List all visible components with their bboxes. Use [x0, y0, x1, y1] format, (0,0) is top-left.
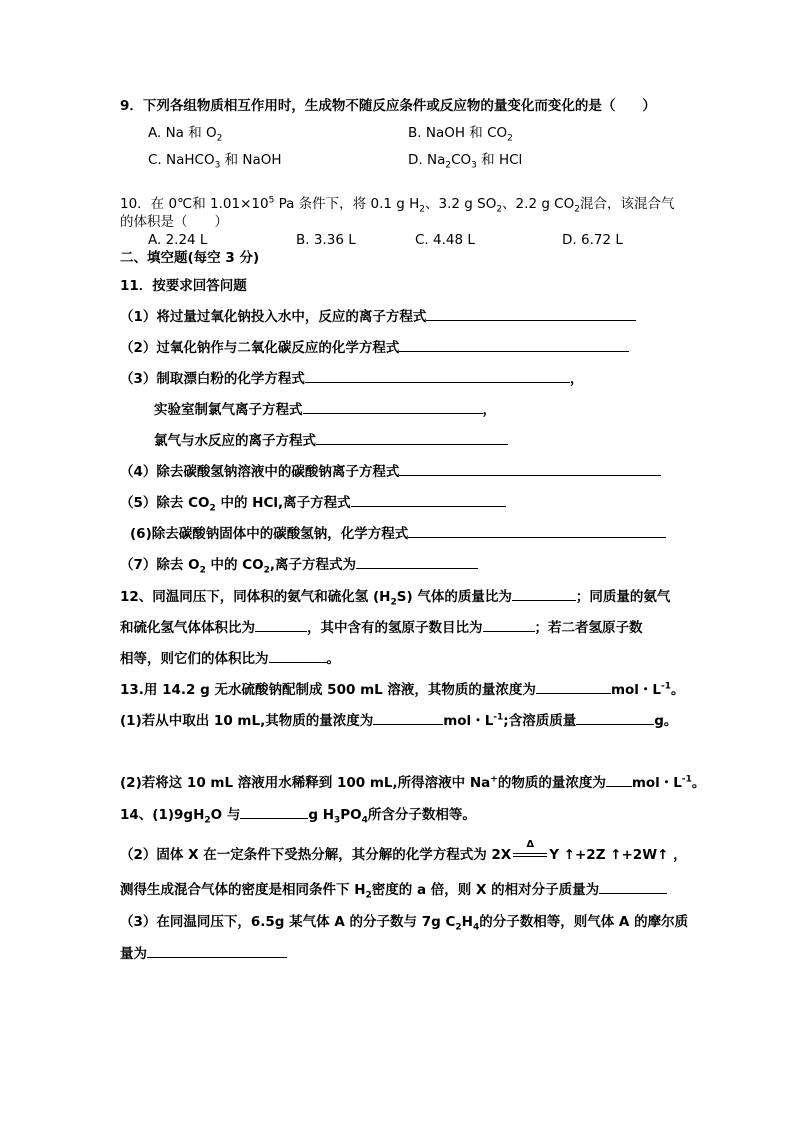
answer-blank[interactable] — [408, 524, 666, 538]
q9-option-a: A. Na 和 $O_2$ — [148, 125, 223, 144]
q14-line-1: 14、$(1)9gH_2O$ 与 g $H_3PO_4$所含分子数相等。 — [120, 807, 476, 826]
answer-blank[interactable] — [356, 555, 478, 569]
answer-blank[interactable] — [399, 338, 629, 352]
heating-arrow-icon: Δ — [511, 846, 549, 864]
q10-stem-line2: 的体积是（ ） — [120, 214, 228, 230]
q11-part-7: （7）除去 $O_2$ 中的 $CO_2$,离子方程式为 — [120, 555, 478, 574]
answer-blank[interactable] — [240, 805, 308, 819]
q14-line-3: 测得生成混合气体的密度是相同条件下 $H_2$密度的 a 倍，则 X 的相对分子质量为 — [120, 880, 667, 899]
q13-line-2: (1)若从中取出 10 mL,其物质的量浓度为 mol・$L^{-1}$;含溶质质量 g。 — [120, 712, 678, 729]
q10-stem: 10．在 0℃和 $1.01\times 10^5$ Pa 条件下，将 0.1 g $H_2$、3.2 g $SO_2$、2.2 g $CO_2$混合，该混合气 — [120, 195, 675, 215]
answer-blank[interactable] — [255, 618, 307, 632]
answer-blank[interactable] — [576, 711, 654, 725]
q9-stem: 9．下列各组物质相互作用时，生成物不随反应条件或反应物的量变化而变化的是（ ） — [120, 98, 656, 114]
q10-option-a: A. 2.24 L — [148, 232, 208, 248]
q11-part-4: （4）除去碳酸氢钠溶液中的碳酸钠离子方程式 — [120, 462, 661, 481]
q11-part-3c: 氯气与水反应的离子方程式 — [154, 431, 508, 450]
answer-blank[interactable] — [536, 680, 611, 694]
answer-blank[interactable] — [512, 587, 576, 601]
answer-blank[interactable] — [303, 400, 483, 414]
answer-blank[interactable] — [316, 431, 508, 445]
q11-title: 11．按要求回答问题 — [120, 278, 247, 294]
q9-option-d: D. $Na_2CO_3$ 和 HCl — [408, 152, 523, 171]
answer-blank[interactable] — [147, 944, 287, 958]
section-heading: 二、填空题(每空 3 分) — [120, 250, 260, 266]
q11-part-3b: 实验室制氯气离子方程式 ， — [154, 402, 496, 418]
q11-part-2: （2）过氧化钠作与二氧化碳反应的化学方程式 — [120, 338, 629, 357]
answer-blank[interactable] — [599, 880, 667, 894]
answer-blank[interactable] — [305, 369, 570, 383]
q14-line-4: （3）在同温同压下，6.5g 某气体 A 的分子数与 7g $C_2H_4$的分子数相等，则气体 A 的摩尔质 — [120, 914, 689, 933]
q10-option-c: C. 4.48 L — [415, 232, 475, 248]
q9-option-c: C. NaHCO$_3$ 和 NaOH — [148, 152, 282, 171]
q11-part-1: （1）将过量过氧化钠投入水中，反应的离子方程式 — [120, 307, 636, 326]
q12-line-2: 和硫化氢气体体积比为 ，其中含有的氢原子数目比为 ；若二者氢原子数 — [120, 620, 643, 636]
answer-blank[interactable] — [483, 618, 535, 632]
q13-line-3: (2)若将这 10 mL 溶液用水稀释到 100 mL,所得溶液中 Na+的物质的量浓度为 mol・$L^{-1}$。 — [120, 774, 706, 791]
answer-blank[interactable] — [269, 649, 327, 663]
q12-line-1: 12、同温同压下，同体积的氨气和硫化氢 $(H_2S)$ 气体的质量比为 ；同质量的氨气 — [120, 589, 671, 608]
answer-blank[interactable] — [351, 493, 506, 507]
q13-line-1: 13.用 14.2 g 无水硫酸钠配制成 500 mL 溶液，其物质的量浓度为 mol・$L^{-1}$。 — [120, 681, 685, 698]
q14-line-2: （2）固体 X 在一定条件下受热分解，其分解的化学方程式为 2X Δ Y ↑+2Z ↑+2W↑ ， — [120, 839, 687, 863]
q9-option-b: B. NaOH 和 $CO_2$ — [408, 125, 513, 144]
answer-blank[interactable] — [426, 307, 636, 321]
q10-option-b: B. 3.36 L — [296, 232, 356, 248]
q11-part-6: (6)除去碳酸钠固体中的碳酸氢钠，化学方程式 — [130, 524, 666, 543]
q14-line-5: 量为 — [120, 944, 287, 963]
q11-part-3: （3）制取漂白粉的化学方程式 ， — [120, 371, 584, 387]
answer-blank[interactable] — [373, 711, 443, 725]
answer-blank[interactable] — [606, 773, 632, 787]
answer-blank[interactable] — [399, 462, 661, 476]
q11-part-5: （5）除去 $CO_2$ 中的 HCl,离子方程式 — [120, 493, 506, 512]
q12-line-3: 相等，则它们的体积比为 。 — [120, 651, 340, 667]
q10-option-d: D. 6.72 L — [562, 232, 623, 248]
